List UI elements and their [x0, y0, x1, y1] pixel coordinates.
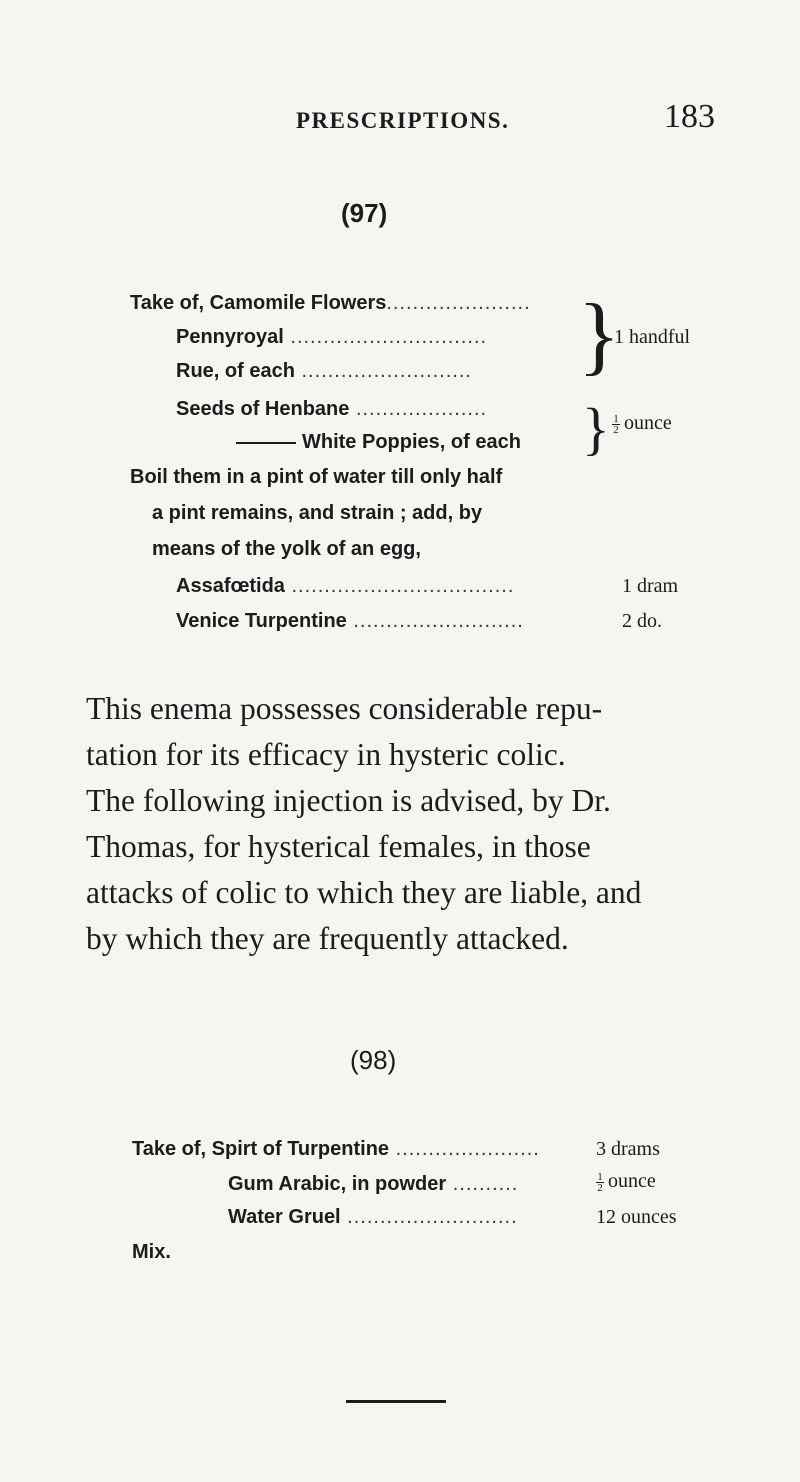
page-number: 183 [664, 98, 715, 135]
leader-dots: .......................... [346, 610, 524, 632]
instruction-line-2: a pint remains, and strain ; add, by [152, 502, 483, 524]
text-line: attacks of colic to which they are liable, and [86, 875, 642, 910]
leader-dots: .................... [349, 398, 488, 420]
ingredient-name: Camomile Flowers [209, 292, 387, 314]
instruction-line-3: means of the yolk of an egg, [152, 538, 421, 560]
one-half-fraction: $\frac{1}{2}$ [613, 412, 619, 436]
recipe-98-line-2 [228, 1173, 518, 1196]
ingredient-name: Rue, of each [176, 360, 295, 382]
recipe-97-line-3 [176, 360, 472, 383]
commentary-paragraph [86, 686, 746, 962]
recipe-97-line-2 [176, 326, 487, 349]
group-1-quantity: 1 handful [614, 326, 691, 348]
group-2-quantity: $\frac{1}{2}$ ounce [613, 412, 672, 436]
text-line: by which they are frequently attacked. [86, 921, 569, 956]
ingredient-name: Venice Turpentine [176, 610, 347, 632]
leader-dots: .......................... [340, 1206, 518, 1228]
recipe-97-line-5 [228, 431, 521, 454]
leader-dots: .............................. [283, 326, 488, 348]
leader-dots: .................................. [284, 575, 515, 597]
recipe-98-line-3 [228, 1206, 518, 1229]
recipe-98-number: (98) [350, 1045, 397, 1075]
leader-dots: ...................... [389, 1138, 540, 1160]
take-of-label: Take of, [132, 1138, 207, 1160]
curly-brace: } [578, 287, 621, 384]
curly-brace: } [582, 396, 610, 461]
recipe-98-line-1 [132, 1138, 540, 1161]
item-3-quantity: 12 ounces [596, 1206, 677, 1228]
ingredient-name: Water Gruel [228, 1206, 341, 1228]
ingredient-name: Pennyroyal [176, 326, 284, 348]
addition-1-quantity: 1 dram [622, 575, 679, 597]
ingredient-name: White Poppies, of each [302, 431, 521, 453]
instruction-line-1: Boil them in a pint of water till only half [130, 466, 503, 488]
ditto-dash [236, 442, 296, 444]
ingredient-name: Seeds of Henbane [176, 398, 350, 420]
recipe-98-closing: Mix. [132, 1241, 171, 1263]
one-half-fraction: $\frac{1}{2}$ [597, 1170, 603, 1194]
text-line: Thomas, for hysterical females, in those [86, 829, 591, 864]
text-line: This enema possesses considerable repu- [86, 691, 603, 726]
recipe-97-addition-2 [176, 610, 524, 633]
ingredient-name: Gum Arabic, in powder [228, 1173, 447, 1195]
addition-2-quantity: 2 do. [622, 610, 662, 632]
running-head: PRESCRIPTIONS. [296, 108, 510, 133]
ingredient-name: Assafœtida [176, 575, 285, 597]
text-line: The following injection is advised, by Dr. [86, 783, 611, 818]
item-2-quantity: $\frac{1}{2}$ ounce [597, 1170, 656, 1194]
recipe-97-line-1 [130, 292, 531, 315]
leader-dots: .......... [446, 1173, 519, 1195]
leader-dots: ...................... [386, 292, 531, 314]
recipe-97-number: (97) [341, 198, 388, 228]
ingredient-name: Spirt of Turpentine [211, 1138, 390, 1160]
text-line: tation for its efficacy in hysteric colic. [86, 737, 566, 772]
recipe-97-addition-1 [176, 575, 514, 598]
item-1-quantity: 3 drams [596, 1138, 660, 1160]
take-of-label: Take of, [130, 292, 205, 314]
leader-dots: .......................... [294, 360, 472, 382]
recipe-97-line-4 [176, 398, 487, 421]
section-rule [346, 1400, 446, 1403]
